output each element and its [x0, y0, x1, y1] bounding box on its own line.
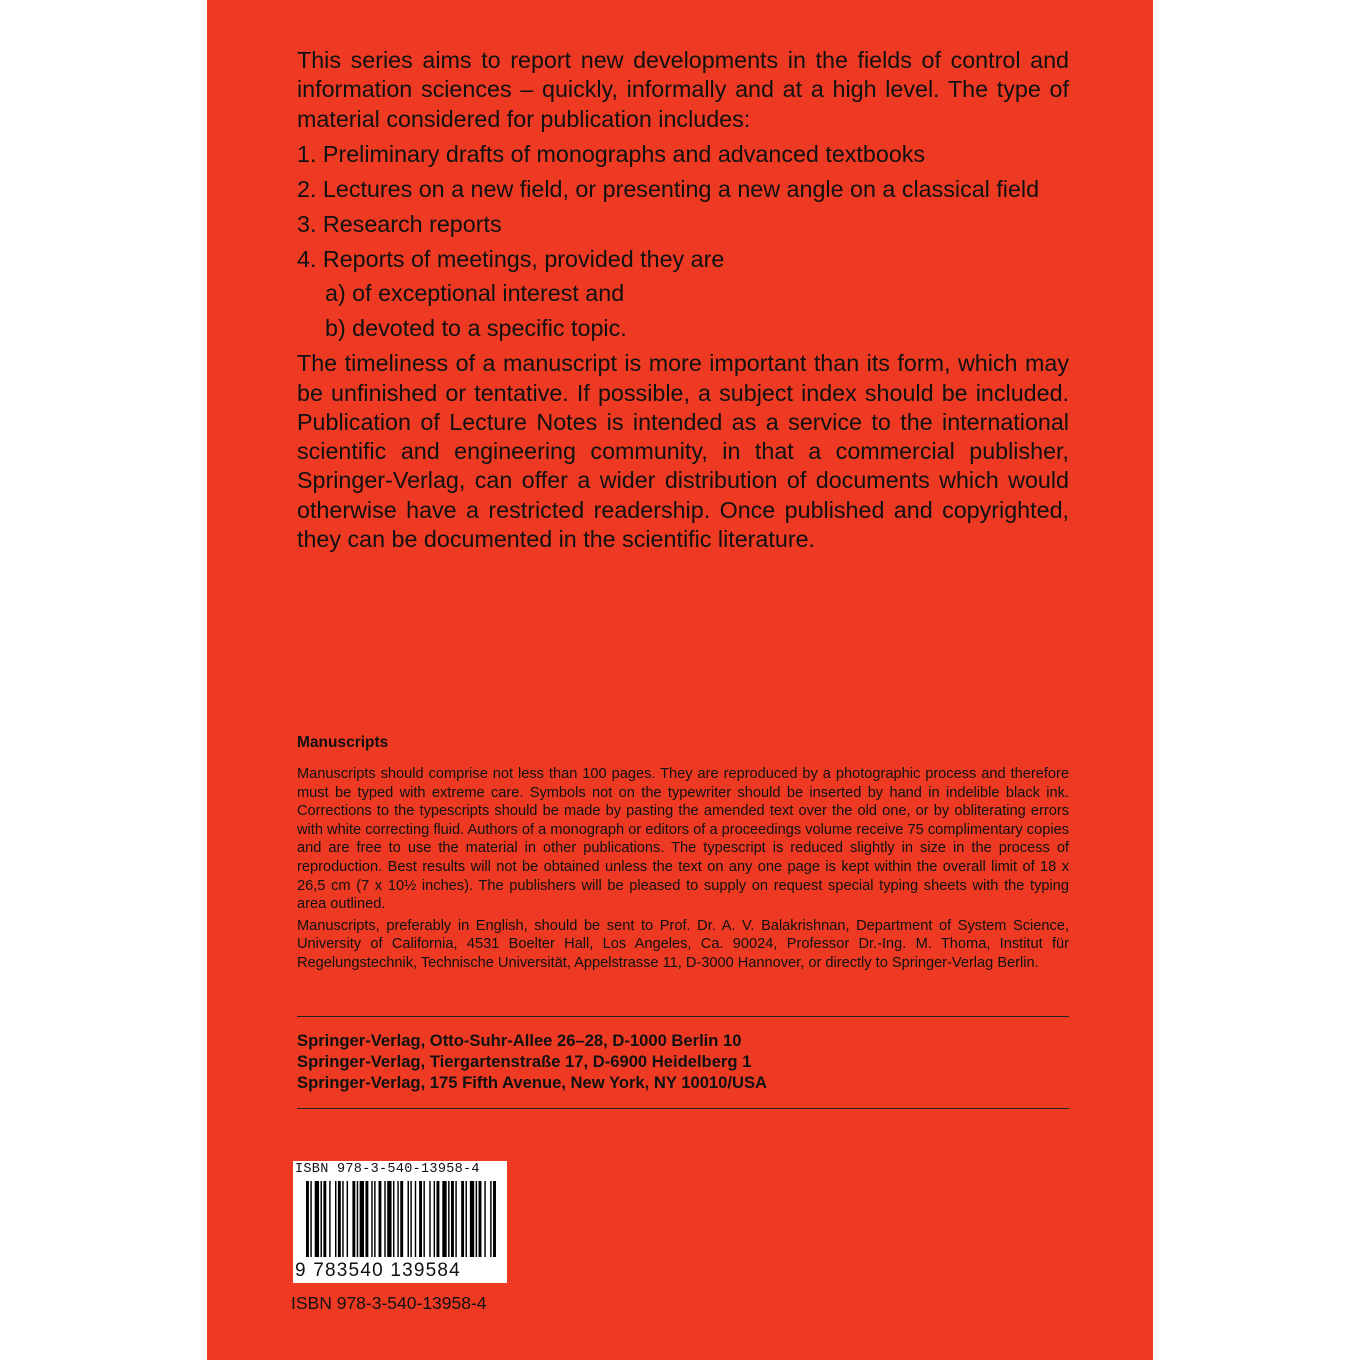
barcode-bar [466, 1181, 467, 1257]
isbn-text: ISBN 978-3-540-13958-4 [291, 1293, 487, 1313]
barcode-icon [296, 1181, 502, 1257]
barcode-label [293, 1161, 507, 1283]
barcode-bar [371, 1181, 372, 1257]
address-line: Springer-Verlag, Tiergartenstraße 17, D-6900 Heidelberg 1 [297, 1052, 752, 1071]
divider [297, 1016, 1069, 1017]
barcode-bar [335, 1181, 336, 1257]
address-line: Springer-Verlag, Otto-Suhr-Allee 26–28, D-1000 Berlin 10 [297, 1031, 742, 1050]
barcode-digits: 9 783540 139584 [295, 1260, 461, 1281]
barcode-bar [321, 1181, 322, 1257]
barcode-bar [451, 1181, 454, 1257]
barcode-bar [484, 1181, 485, 1257]
barcode-bar [448, 1181, 449, 1257]
material-list [297, 140, 1069, 344]
list-item: 4. Reports of meetings, provided they are [297, 245, 725, 272]
divider [297, 1108, 1069, 1109]
manuscripts-paragraph: Manuscripts, preferably in English, should be sent to Prof. Dr. A. V. Balakrishnan, Department of System Science, University of California, 4531 Boelter Hall, Los Angeles, Ca. 90024, Professor Dr.-Ing. M. Thoma, Institut für Regelungstechnik, Technische Universität, Appelstrasse 11, D-3000 Hannover, or directly to Springer-Verlag Berlin. [297, 917, 1069, 971]
barcode-bar [442, 1181, 446, 1257]
back-cover [207, 0, 1153, 1360]
barcode-bar [415, 1181, 416, 1257]
barcode-bar [410, 1181, 411, 1257]
list-item: 3. Research reports [297, 210, 502, 237]
manuscripts-heading: Manuscripts [297, 734, 389, 751]
manuscripts-body [297, 765, 1069, 976]
barcode-isbn: ISBN 978-3-540-13958-4 [295, 1162, 480, 1177]
barcode-bar [490, 1181, 491, 1257]
barcode-bar [384, 1181, 385, 1257]
barcode-bar [393, 1181, 394, 1257]
series-description [297, 46, 1069, 554]
barcode-bar [342, 1181, 343, 1257]
manuscripts-paragraph: Manuscripts should comprise not less than 100 pages. They are reproduced by a photographic process and therefore must be typed with extreme care. Symbols not on the typewriter should be inserted by hand in indelible black ink. Corrections to the typescripts should be made by pasting the amended text over the old one, or by obliterating errors with white correcting fluid. Authors of a monograph or editors of a proceedings volume receive 75 complimentary copies and are free to use the material in other publications. The typescript is reduced slightly in size in the process of reproduction. Best results will not be obtained unless the text on any one page is kept within the overall limit of 18 x 26,5 cm (7 x 10½ inches). The publishers will be pleased to supply on request special typing sheets with the typing area outlined. [297, 766, 1069, 913]
publisher-addresses [297, 1030, 1069, 1093]
barcode-bar [493, 1181, 496, 1257]
barcode-bar [461, 1181, 464, 1257]
barcode-bar [315, 1181, 319, 1257]
intro-lead: This series aims to report new developments in the fields of control and information sciences – quickly, informally and at a high level. The type of material considered for publication includes: [297, 47, 1069, 132]
list-subitem: b) devoted to a specific topic. [325, 315, 627, 342]
barcode-bar [360, 1181, 364, 1257]
address-line: Springer-Verlag, 175 Fifth Avenue, New York, NY 10010/USA [297, 1073, 768, 1092]
barcode-bar [429, 1181, 430, 1257]
barcode-bar [437, 1181, 440, 1257]
barcode-bar [387, 1181, 391, 1257]
barcode-bar [400, 1181, 403, 1257]
barcode-bar [470, 1181, 474, 1257]
barcode-bar [455, 1181, 456, 1257]
barcode-bar [306, 1181, 309, 1257]
barcode-bar [479, 1181, 482, 1257]
list-subitem: a) of exceptional interest and [325, 280, 625, 307]
barcode-bar [374, 1181, 375, 1257]
barcode-bar [352, 1181, 355, 1257]
barcode-bar [365, 1181, 368, 1257]
barcode-bar [419, 1181, 422, 1257]
barcode-bar [347, 1181, 348, 1257]
list-item: 2. Lectures on a new field, or presenting a new angle on a classical field [297, 175, 1040, 202]
barcode-bar [397, 1181, 398, 1257]
intro-closing: The timeliness of a manuscript is more important than its form, which may be unfinished or tentative. If possible, a subject index should be included. Publication of Lecture Notes is intended as a service to the international scientific and engineering community, in that a commercial publisher, Springer-Verlag, can offer a wider distribution of documents which would otherwise have a restricted readership. Once published and copyrighted, they can be documented in the scientific literature. [297, 350, 1069, 553]
barcode-bar [357, 1181, 358, 1257]
barcode-bar [476, 1181, 477, 1257]
barcode-bar [338, 1181, 341, 1257]
list-item: 1. Preliminary drafts of monographs and advanced textbooks [297, 140, 926, 167]
barcode-bar [434, 1181, 435, 1257]
barcode-bar [329, 1181, 330, 1257]
barcode-bar [310, 1181, 311, 1257]
barcode-bar [323, 1181, 326, 1257]
barcode-bar [379, 1181, 382, 1257]
barcode-bar [408, 1181, 409, 1257]
barcode-bar [423, 1181, 424, 1257]
